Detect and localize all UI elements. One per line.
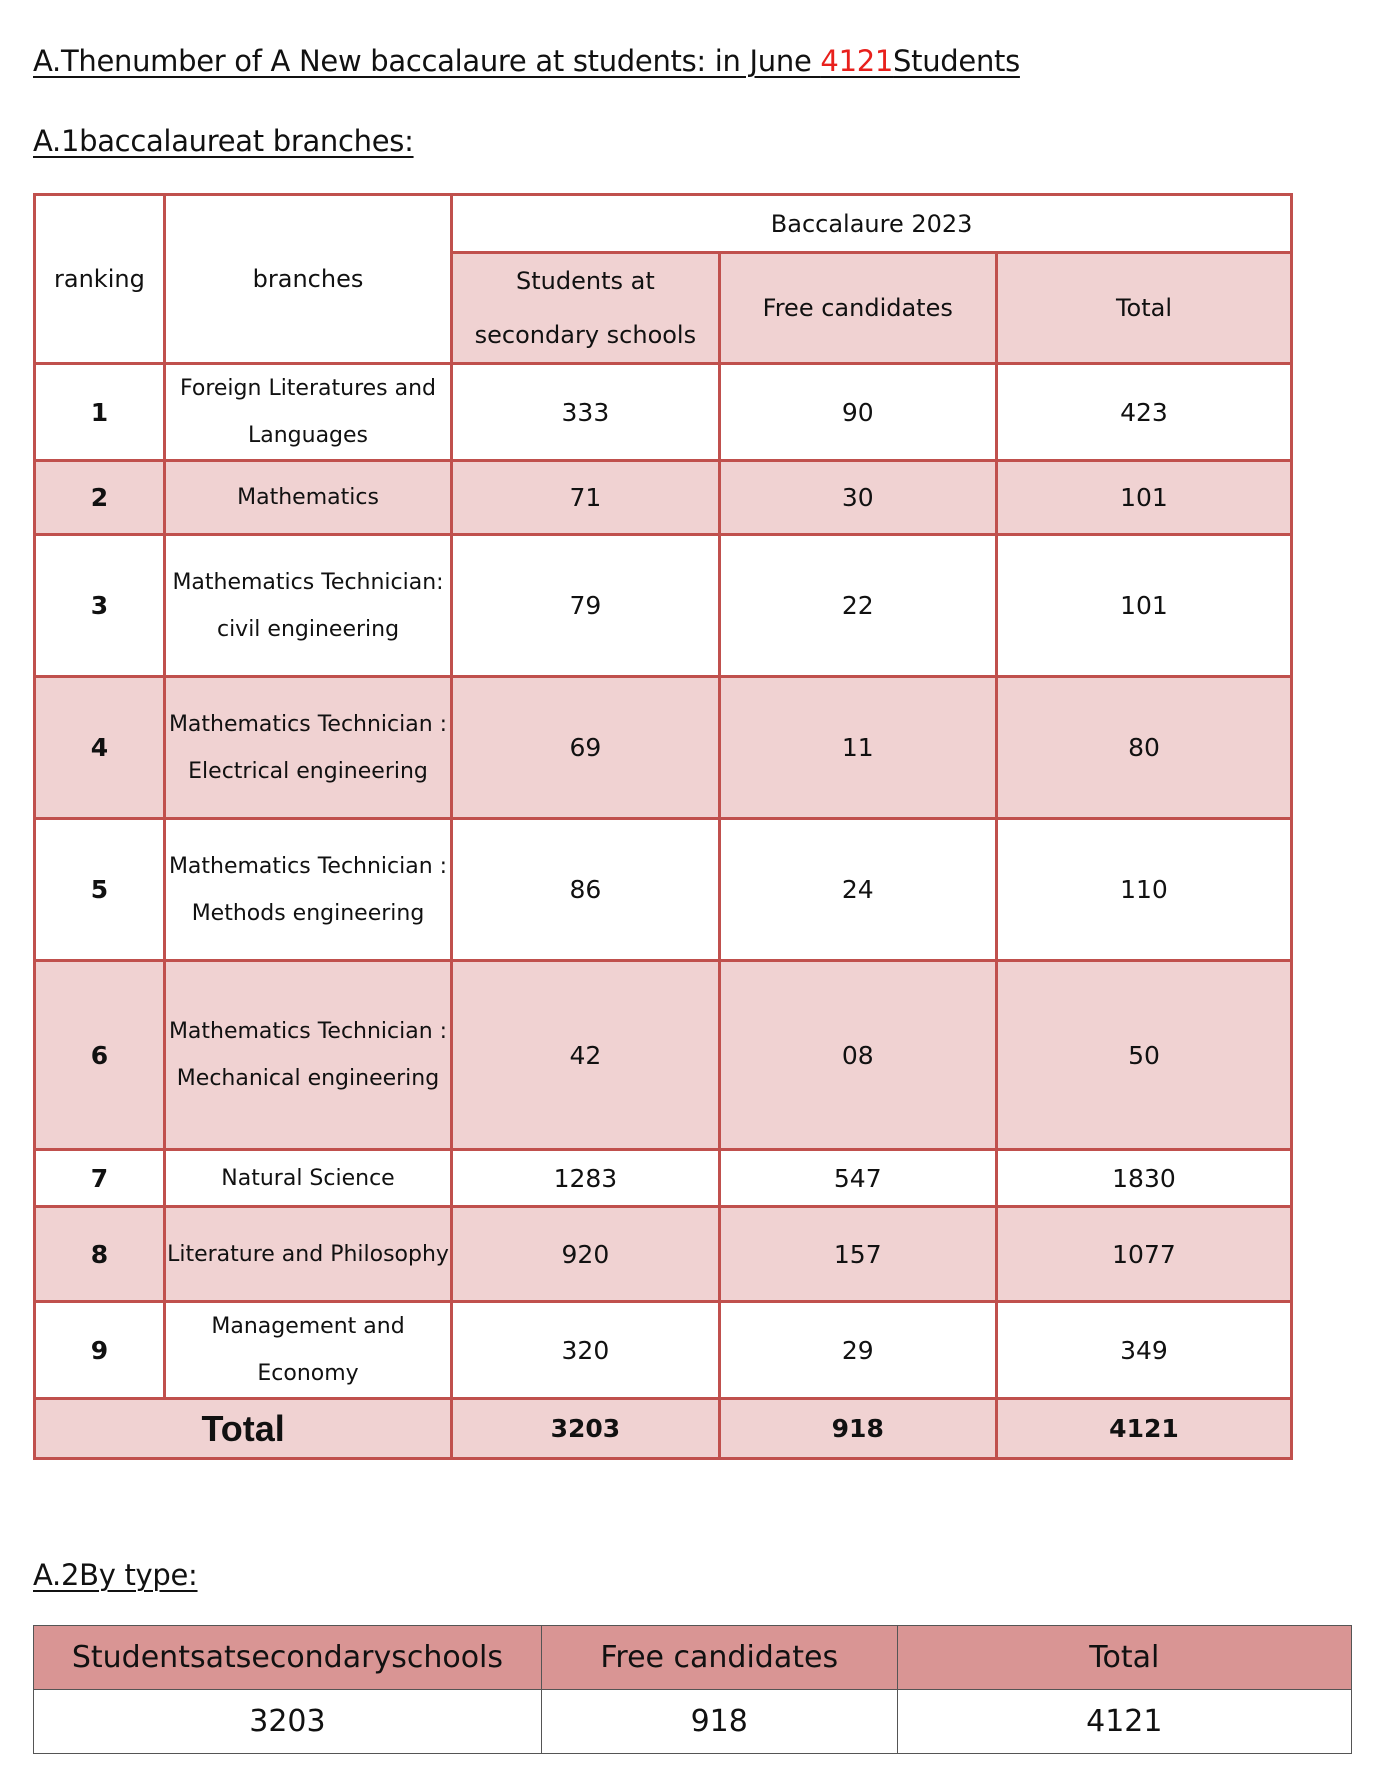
type-students-value: 3203 (34, 1690, 542, 1754)
table-row (35, 461, 1292, 535)
table-row (35, 677, 1292, 819)
branch-cell: Natural Science (164, 1150, 451, 1207)
free-cell: 547 (719, 1150, 996, 1207)
total-total: 4121 (996, 1399, 1291, 1459)
rank-cell: 8 (35, 1207, 165, 1302)
type-free-header: Free candidates (541, 1626, 897, 1690)
total-cell: 101 (996, 535, 1291, 677)
total-free: 918 (719, 1399, 996, 1459)
total-cell: 1077 (996, 1207, 1291, 1302)
students-cell: 920 (452, 1207, 719, 1302)
type-total-header: Total (897, 1626, 1351, 1690)
branch-cell: Management and Economy (164, 1302, 451, 1399)
free-candidates-header: Free candidates (719, 253, 996, 364)
baccalaure-group-header: Baccalaure 2023 (452, 195, 1292, 253)
free-cell: 30 (719, 461, 996, 535)
students-cell: 86 (452, 819, 719, 961)
rank-cell: 4 (35, 677, 165, 819)
total-cell: 50 (996, 961, 1291, 1150)
branch-cell: Mathematics Technician: civil engineering (164, 535, 451, 677)
students-cell: 79 (452, 535, 719, 677)
highlight-count: 4121 (820, 44, 894, 78)
students-cell: 69 (452, 677, 719, 819)
total-cell: 423 (996, 364, 1291, 461)
branch-cell: Mathematics (164, 461, 451, 535)
branch-cell: Literature and Philosophy (164, 1207, 451, 1302)
free-cell: 11 (719, 677, 996, 819)
rank-cell: 1 (35, 364, 165, 461)
section-title-type: A.2By type: (33, 1558, 198, 1592)
table-row (35, 1302, 1292, 1399)
branch-cell: Mathematics Technician : Electrical engineering (164, 677, 451, 819)
total-row-label: Total (35, 1399, 452, 1459)
free-cell: 24 (719, 819, 996, 961)
branches-header: branches (164, 195, 451, 364)
rank-cell: 3 (35, 535, 165, 677)
rank-cell: 9 (35, 1302, 165, 1399)
ranking-header: ranking (35, 195, 165, 364)
page-title-text: A.Thenumber of A New baccalaure at students: in June (33, 44, 821, 78)
total-cell: 110 (996, 819, 1291, 961)
table-row (35, 535, 1292, 677)
branch-cell: Foreign Literatures and Languages (164, 364, 451, 461)
free-cell: 29 (719, 1302, 996, 1399)
table-row (35, 1150, 1292, 1207)
type-total-value: 4121 (897, 1690, 1351, 1754)
total-cell: 80 (996, 677, 1291, 819)
free-cell: 90 (719, 364, 996, 461)
rank-cell: 5 (35, 819, 165, 961)
table-row (35, 364, 1292, 461)
page-title-suffix: Students (893, 44, 1020, 78)
free-cell: 22 (719, 535, 996, 677)
total-header: Total (996, 253, 1291, 364)
type-students-header: Studentsatsecondaryschools (34, 1626, 542, 1690)
section-title-branches: A.1baccalaureat branches: (33, 124, 414, 158)
table-row (35, 961, 1292, 1150)
total-cell: 1830 (996, 1150, 1291, 1207)
total-cell: 101 (996, 461, 1291, 535)
students-cell: 1283 (452, 1150, 719, 1207)
page-title (33, 44, 1020, 78)
table-row (35, 819, 1292, 961)
students-cell: 42 (452, 961, 719, 1150)
table-row (35, 1207, 1292, 1302)
free-cell: 08 (719, 961, 996, 1150)
branch-cell: Mathematics Technician : Methods engineering (164, 819, 451, 961)
by-type-table (33, 1625, 1352, 1754)
students-cell: 320 (452, 1302, 719, 1399)
branch-cell: Mathematics Technician : Mechanical engineering (164, 961, 451, 1150)
rank-cell: 2 (35, 461, 165, 535)
free-cell: 157 (719, 1207, 996, 1302)
total-cell: 349 (996, 1302, 1291, 1399)
rank-cell: 6 (35, 961, 165, 1150)
students-cell: 71 (452, 461, 719, 535)
total-row (35, 1399, 1292, 1459)
branch-rows (35, 364, 1292, 1399)
rank-cell: 7 (35, 1150, 165, 1207)
total-students: 3203 (452, 1399, 719, 1459)
type-free-value: 918 (541, 1690, 897, 1754)
students-header: Students at secondary schools (452, 253, 719, 364)
branches-table (33, 193, 1293, 1460)
students-cell: 333 (452, 364, 719, 461)
